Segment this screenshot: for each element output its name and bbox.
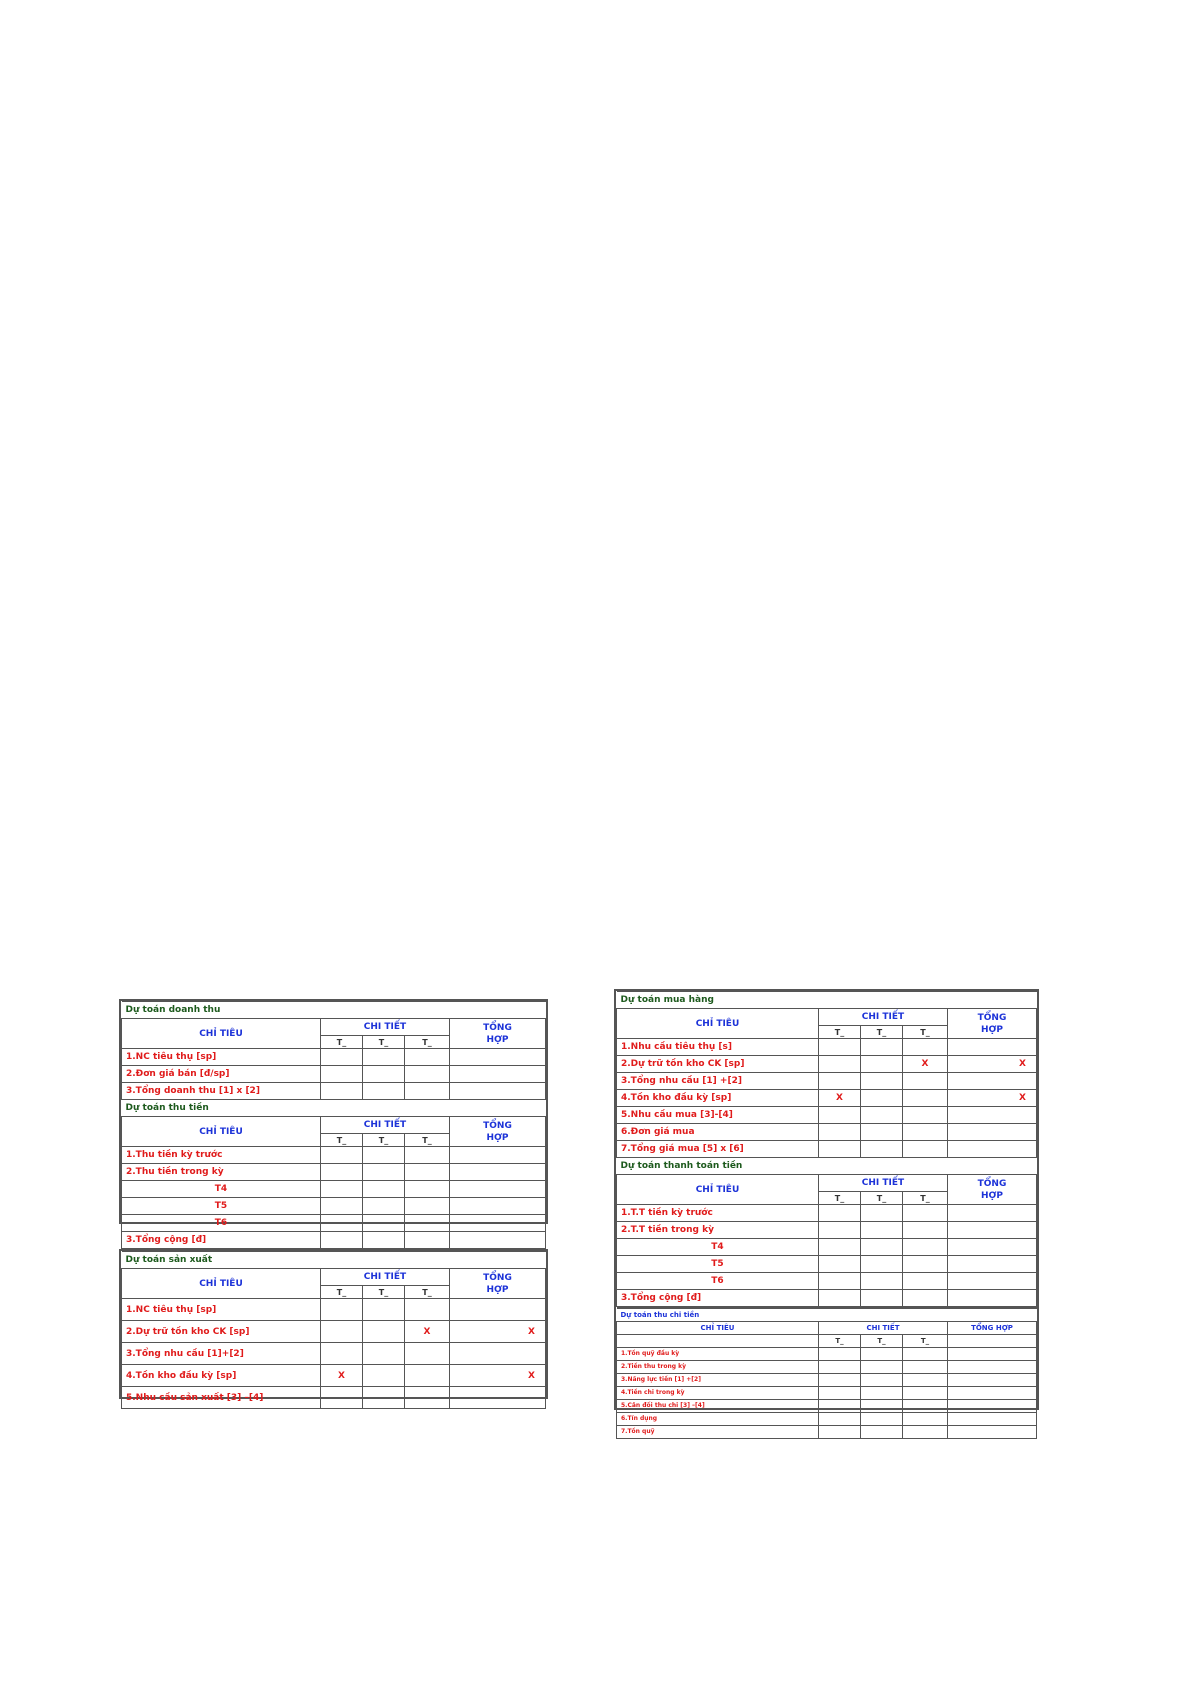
table-row: 6.Đơn giá mua [617,1124,1037,1141]
table-row: 6.Tín dụng [617,1413,1037,1426]
col-t1: T_ [819,1192,861,1205]
mua-hang-title: Dự toán mua hàng [617,992,1037,1009]
col-t2: T_ [861,1335,903,1348]
table-row: 5.Nhu cầu sản xuất [3] –[4] [122,1387,546,1409]
col-t1: T_ [819,1335,861,1348]
table-row: T6 [122,1215,546,1232]
table-row: 7.Tổng giá mua [5] x [6] [617,1141,1037,1158]
table-row: 3.Tổng cộng [đ] [122,1232,546,1249]
col-t3: T_ [405,1036,450,1049]
col-chi-tieu: CHỈ TIÊU [122,1117,321,1147]
col-chi-tiet: CHI TIẾT [819,1175,948,1192]
col-t2: T_ [861,1026,903,1039]
col-t3: T_ [405,1286,450,1299]
col-t2: T_ [363,1134,405,1147]
san-xuat-title: Dự toán sản xuất [122,1252,546,1269]
table-row: 2.Dự trữ tồn kho CK [sp] X X [122,1321,546,1343]
table-row: 2.Dự trữ tồn kho CK [sp] X X [617,1056,1037,1073]
col-t2: T_ [363,1036,405,1049]
col-chi-tieu: CHỈ TIÊU [617,1009,819,1039]
col-t3: T_ [405,1134,450,1147]
col-tong-hop: TỔNG HỢP [450,1269,546,1299]
mua-hang-table [616,991,1037,1307]
col-t2: T_ [861,1192,903,1205]
col-tong-hop: TỔNG HỢP [450,1019,546,1049]
doanh-thu-table [121,1001,546,1249]
table-row: 1.T.T tiền kỳ trước [617,1205,1037,1222]
table-row: 1.NC tiêu thụ [sp] [122,1049,546,1066]
table-row: T4 [617,1239,1037,1256]
table-row: T5 [122,1198,546,1215]
col-chi-tiet: CHI TIẾT [819,1322,948,1335]
table-row: 4.Tồn kho đầu kỳ [sp] X X [617,1090,1037,1107]
col-tong-hop: TỔNG HỢP [948,1322,1037,1335]
table-row: T6 [617,1273,1037,1290]
x-mark: X [450,1365,546,1387]
table-row: 7.Tồn quỹ [617,1426,1037,1439]
san-xuat-table [121,1251,546,1409]
table-row: 1.Nhu cầu tiêu thụ [s] [617,1039,1037,1056]
table-row: 3.Năng lực tiền [1] +[2] [617,1374,1037,1387]
col-t1: T_ [321,1036,363,1049]
right-block [614,989,1039,1435]
x-mark: X [819,1090,861,1107]
table-row: 3.Tổng doanh thu [1] x [2] [122,1083,546,1100]
thu-tien-title: Dự toán thu tiền [122,1100,546,1117]
x-mark: X [450,1321,546,1343]
thanh-toan-title: Dự toán thanh toán tiền [617,1158,1037,1175]
col-t3: T_ [903,1026,948,1039]
col-chi-tieu: CHỈ TIÊU [122,1019,321,1049]
col-chi-tiet: CHI TIẾT [321,1269,450,1286]
col-t1: T_ [321,1134,363,1147]
table-row: 5.Nhu cầu mua [3]-[4] [617,1107,1037,1124]
x-mark: X [903,1056,948,1073]
table-row: 1.Tồn quỹ đầu kỳ [617,1348,1037,1361]
col-chi-tiet: CHI TIẾT [819,1009,948,1026]
table-row: 2.Tiền thu trong kỳ [617,1361,1037,1374]
table-row: T5 [617,1256,1037,1273]
table-row: 3.Tổng nhu cầu [1] +[2] [617,1073,1037,1090]
table-row: 4.Tồn kho đầu kỳ [sp] X X [122,1365,546,1387]
x-mark: X [405,1321,450,1343]
table-row: 2.Thu tiền trong kỳ [122,1164,546,1181]
table-row: 3.Tổng cộng [đ] [617,1290,1037,1307]
col-t2: T_ [363,1286,405,1299]
table-row: 2.T.T tiền trong kỳ [617,1222,1037,1239]
left-top-block [119,999,548,1245]
col-chi-tiet: CHI TIẾT [321,1019,450,1036]
table-row: 4.Tiền chi trong kỳ [617,1387,1037,1400]
table-row: 1.Thu tiền kỳ trước [122,1147,546,1164]
doanh-thu-title: Dự toán doanh thu [122,1002,546,1019]
col-t1: T_ [819,1026,861,1039]
col-chi-tieu: CHỈ TIÊU [617,1175,819,1205]
x-mark: X [321,1365,363,1387]
col-chi-tiet: CHI TIẾT [321,1117,450,1134]
table-row: 2.Đơn giá bán [đ/sp] [122,1066,546,1083]
col-tong-hop: TỔNG HỢP [948,1009,1037,1039]
col-tong-hop: TỔNG HỢP [948,1175,1037,1205]
col-chi-tieu: CHỈ TIÊU [122,1269,321,1299]
table-row: 3.Tổng nhu cầu [1]+[2] [122,1343,546,1365]
table-row: 5.Cân đối thu chi [3] –[4] [617,1400,1037,1413]
col-tong-hop: TỔNG HỢP [450,1117,546,1147]
table-row: 1.NC tiêu thụ [sp] [122,1299,546,1321]
thu-chi-title: Dự toán thu chi tiền [617,1308,1037,1322]
col-t1: T_ [321,1286,363,1299]
col-chi-tieu: CHỈ TIÊU [617,1322,819,1335]
col-t3: T_ [903,1335,948,1348]
thu-chi-table [616,1307,1037,1439]
table-row: T4 [122,1181,546,1198]
left-bottom-block [119,1249,548,1403]
col-t3: T_ [903,1192,948,1205]
x-mark: X [948,1090,1037,1107]
x-mark: X [948,1056,1037,1073]
